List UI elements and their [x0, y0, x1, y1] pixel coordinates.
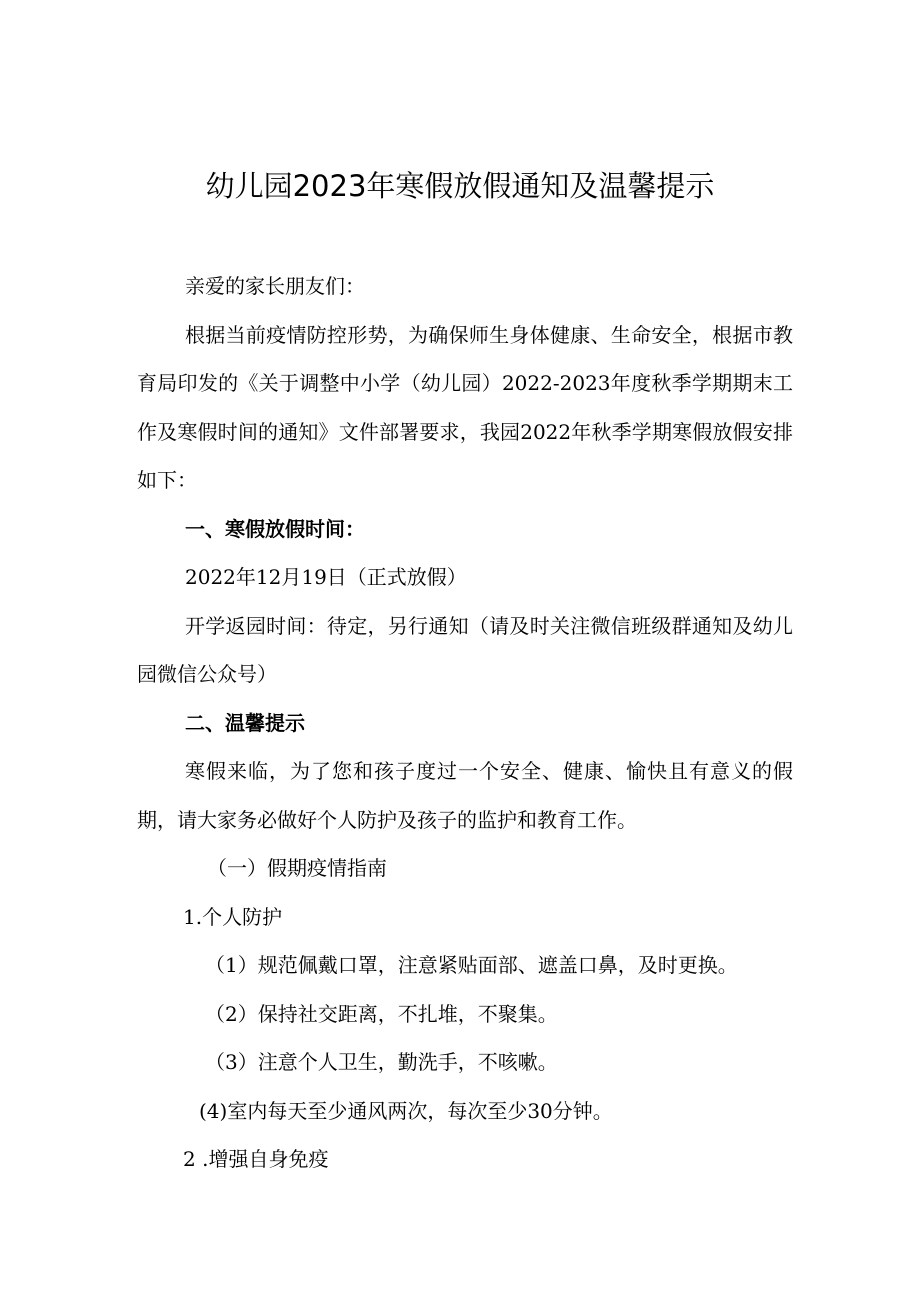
return-time: 开学返园时间：待定，另行通知（请及时关注微信班级群通知及幼儿园微信公众号） [137, 613, 793, 686]
section-1-heading: 一、寒假放假时间： [185, 516, 365, 541]
section-2-heading: 二、温馨提示 [185, 710, 305, 735]
document-title: 幼儿园2023年寒假放假通知及温馨提示 [205, 169, 715, 203]
greeting: 亲爱的家长朋友们： [185, 274, 365, 298]
tips-intro: 寒假来临，为了您和孩子度过一个安全、健康、愉快且有意义的假期，请大家务必做好个人防护及孩子的监护和教育工作。 [137, 759, 793, 832]
subheading-epidemic-guide: （一）假期疫情指南 [207, 856, 387, 880]
item-1-title: 1.个人防护 [183, 904, 283, 929]
intro-paragraph: 根据当前疫情防控形势，为确保师生身体健康、生命安全，根据市教育局印发的《关于调整中小学（幼儿园）2022-2023年度秋季学期期末工作及寒假时间的通知》文件部署要求，我园2022年秋季学期寒假放假安排如下： [137, 322, 793, 492]
item-1-point-2: （2）保持社交距离，不扎堆，不聚集。 [205, 1001, 558, 1026]
item-2-title: 2 .增强自身免疫 [183, 1147, 329, 1171]
document-body [137, 262, 793, 1184]
holiday-date: 2022年12月19日（正式放假） [185, 565, 467, 589]
item-1-point-3: （3）注意个人卫生，勤洗手，不咳嗽。 [205, 1050, 558, 1074]
item-1-point-1: （1）规范佩戴口罩，注意紧贴面部、遮盖口鼻，及时更换。 [205, 953, 738, 977]
item-1-point-4: (4)室内每天至少通风两次，每次至少30分钟。 [199, 1098, 613, 1123]
